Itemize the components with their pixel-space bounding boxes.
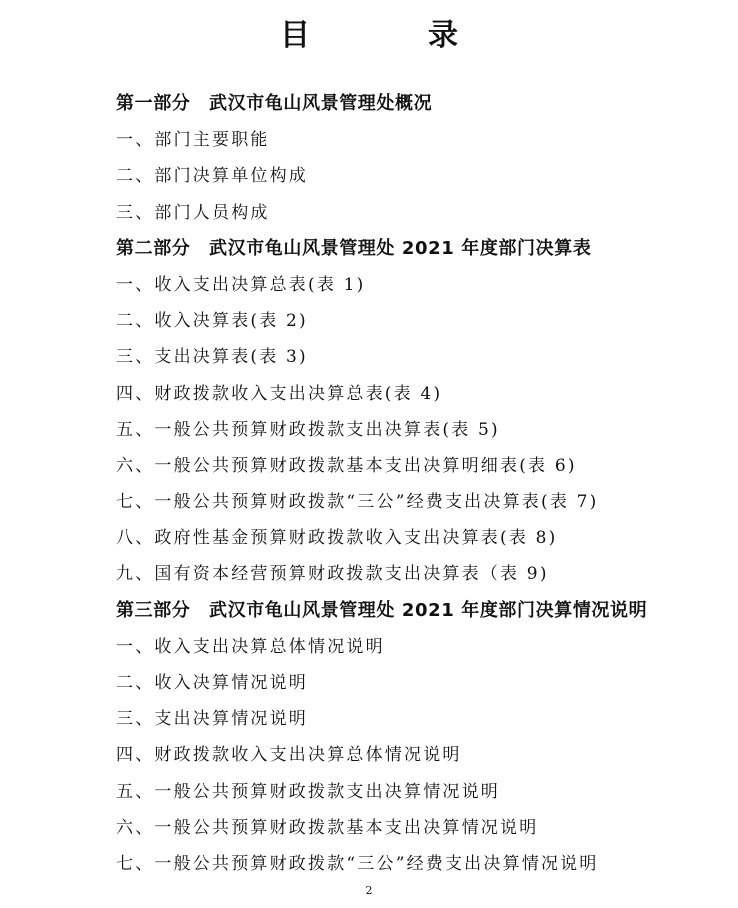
page-title: 目 录 <box>280 18 502 53</box>
toc-line: 二、收入决算情况说明 <box>116 673 308 693</box>
toc-line: 二、部门决算单位构成 <box>116 166 308 187</box>
toc-section-heading: 第三部分 武汉市龟山风景管理处 2021 年度部门决算情况说明 <box>116 599 648 621</box>
toc-line: 三、部门人员构成 <box>116 202 270 223</box>
toc-line: 三、支出决算表(表 3) <box>116 347 308 368</box>
toc-section-heading: 第二部分 武汉市龟山风景管理处 2021 年度部门决算表 <box>116 237 592 259</box>
page-number: 2 <box>365 884 373 897</box>
toc-line: 二、收入决算表(表 2) <box>116 311 308 332</box>
toc-line: 六、一般公共预算财政拨款基本支出决算明细表(表 6) <box>116 455 577 476</box>
toc-line: 一、收入支出决算总体情况说明 <box>116 636 385 657</box>
toc-line: 九、国有资本经营预算财政拨款支出决算表（表 9) <box>116 564 549 585</box>
table-of-contents <box>116 86 726 882</box>
toc-section-heading: 第一部分 武汉市龟山风景管理处概况 <box>116 93 433 114</box>
toc-line: 四、财政拨款收入支出决算总体情况说明 <box>116 745 462 766</box>
toc-line: 七、一般公共预算财政拨款“三公”经费支出决算表(表 7) <box>116 492 599 513</box>
toc-line: 七、一般公共预算财政拨款“三公”经费支出决算情况说明 <box>116 853 599 874</box>
toc-line: 五、一般公共预算财政拨款支出决算情况说明 <box>116 781 500 802</box>
toc-line: 一、部门主要职能 <box>116 130 270 151</box>
toc-line: 六、一般公共预算财政拨款基本支出决算情况说明 <box>116 817 539 838</box>
toc-line: 八、政府性基金预算财政拨款收入支出决算表(表 8) <box>116 528 558 549</box>
toc-line: 四、财政拨款收入支出决算总表(表 4) <box>116 383 443 404</box>
toc-line: 五、一般公共预算财政拨款支出决算表(表 5) <box>116 419 500 440</box>
toc-line: 三、支出决算情况说明 <box>116 709 308 730</box>
toc-line: 一、收入支出决算总表(表 1) <box>116 274 366 295</box>
